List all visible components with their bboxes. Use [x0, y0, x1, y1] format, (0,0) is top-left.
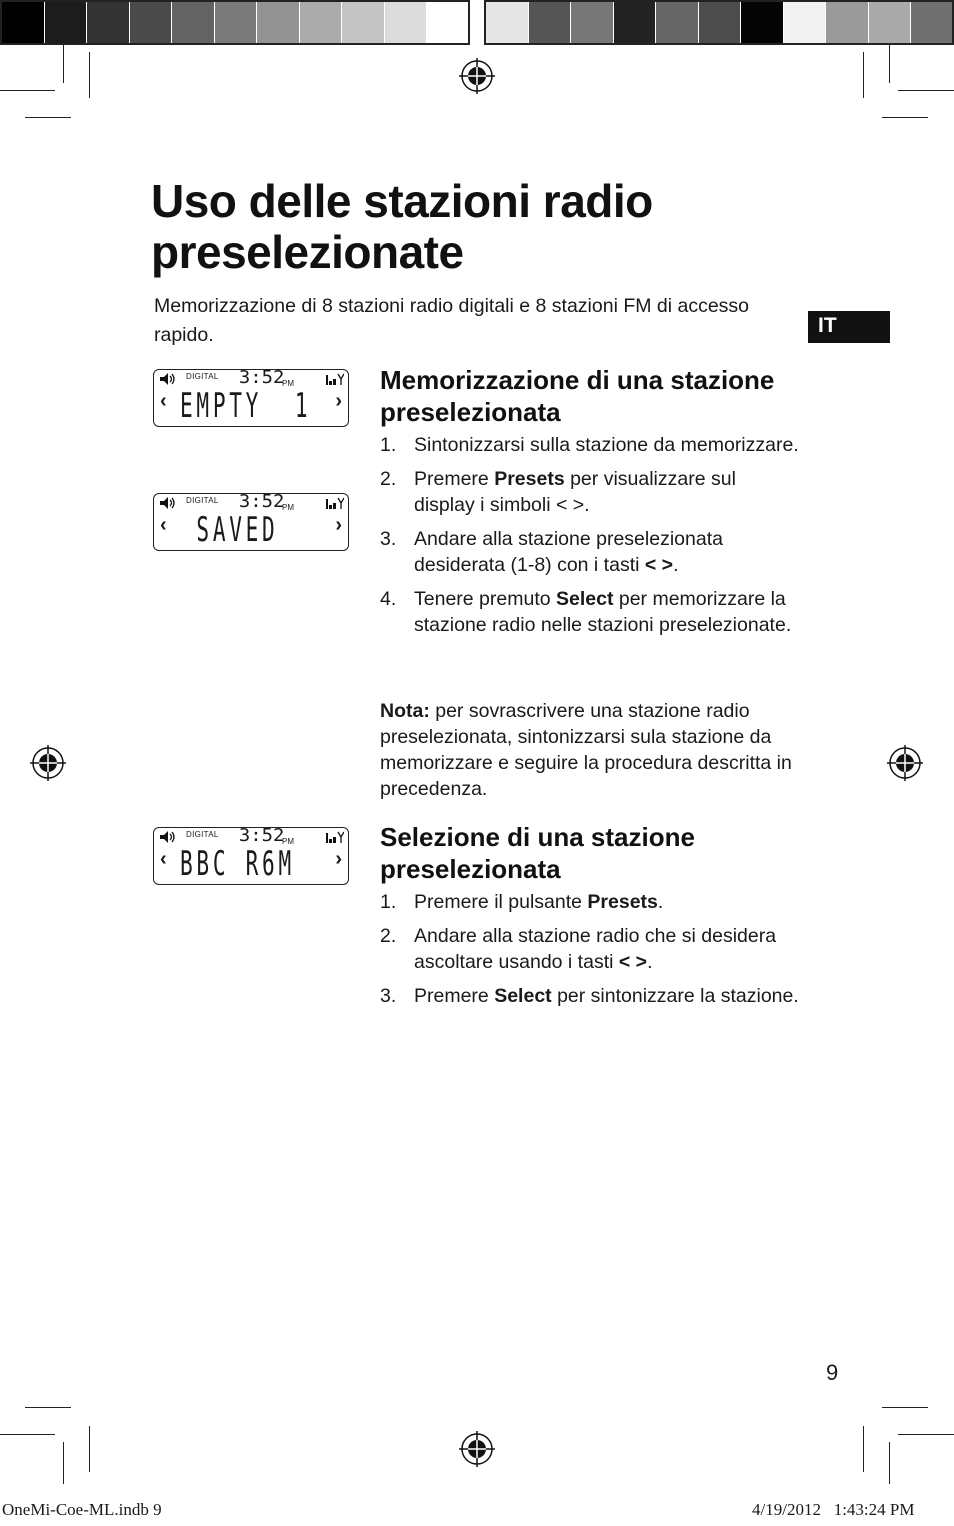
color-swatch [215, 2, 257, 43]
language-tab: IT [808, 311, 890, 343]
color-swatch [571, 2, 613, 43]
color-swatch [869, 2, 911, 43]
registration-mark-icon [887, 745, 923, 781]
color-swatch [741, 2, 783, 43]
digital-label: DIGITAL [186, 830, 219, 839]
lcd-display-station [153, 827, 349, 885]
crop-mark [889, 45, 890, 83]
signal-strength-icon [326, 497, 344, 509]
crop-mark [863, 1426, 864, 1472]
ampm-label: PM [282, 837, 294, 846]
signal-strength-icon [326, 831, 344, 843]
color-swatch [486, 2, 528, 43]
color-swatch [911, 2, 953, 43]
digital-label: DIGITAL [186, 496, 219, 505]
list-item: 2. Andare alla stazione radio che si desidera ascoltare usando i tasti < >. [380, 925, 777, 973]
steps-select-preset [380, 889, 800, 1017]
crop-mark [0, 90, 55, 91]
display-text: BBC R6M [180, 844, 295, 884]
lcd-display-saved [153, 493, 349, 551]
color-swatch [2, 2, 44, 43]
left-arrow-icon: ‹ [160, 390, 167, 412]
signal-strength-icon [326, 373, 344, 385]
crop-mark [882, 117, 928, 118]
list-item: 3. Premere Select per sintonizzare la stazione. [380, 985, 799, 1007]
crop-mark [882, 1407, 928, 1408]
volume-icon [160, 373, 176, 385]
crop-mark [25, 1407, 71, 1408]
color-swatch [342, 2, 384, 43]
color-swatch [385, 2, 427, 43]
steps-store-preset [380, 432, 800, 646]
list-item: 1. Premere il pulsante Presets. [380, 891, 664, 913]
color-swatch [45, 2, 87, 43]
list-item: 3. Andare alla stazione preselezionata desiderata (1-8) con i tasti < >. [380, 528, 723, 576]
page-title: Uso delle stazioni radio preselezionate [151, 175, 653, 278]
color-swatch [614, 2, 656, 43]
color-swatch [300, 2, 342, 43]
color-swatch [699, 2, 741, 43]
crop-mark [89, 52, 90, 98]
digital-label: DIGITAL [186, 372, 219, 381]
list-item: 2. Premere Presets per visualizzare sul display i simboli < >. [380, 468, 736, 516]
note-label: Nota: [380, 700, 430, 722]
print-slug-date: 4/19/2012 1:43:24 PM [752, 1500, 915, 1519]
section-heading-store-preset: Memorizzazione di una stazione preselezionata [380, 365, 775, 427]
print-slug-file: OneMi-Coe-ML.indb 9 [2, 1500, 162, 1519]
ampm-label: PM [282, 379, 294, 388]
volume-icon [160, 497, 176, 509]
lcd-display-empty [153, 369, 349, 427]
color-swatch [427, 2, 469, 43]
crop-mark [863, 52, 864, 98]
list-item: 4. Tenere premuto Select per memorizzare la stazione radio nelle stazioni preselezionate. [380, 588, 792, 636]
color-swatch [826, 2, 868, 43]
page-number: 9 [826, 1360, 839, 1385]
crop-mark [25, 117, 71, 118]
clock-time: 3:52 [238, 491, 285, 512]
right-arrow-icon: › [335, 390, 342, 412]
left-arrow-icon: ‹ [160, 514, 167, 536]
clock-time: 3:52 [238, 825, 285, 846]
registration-mark-icon [459, 1431, 495, 1467]
color-swatch [784, 2, 826, 43]
crop-mark [898, 1434, 954, 1435]
color-swatch [87, 2, 129, 43]
volume-icon [160, 831, 176, 843]
list-item: 1. Sintonizzarsi sulla stazione da memorizzare. [380, 434, 799, 456]
registration-mark-icon [459, 58, 495, 94]
crop-mark [889, 1442, 890, 1484]
ampm-label: PM [282, 503, 294, 512]
clock-time: 3:52 [238, 367, 285, 388]
left-arrow-icon: ‹ [160, 848, 167, 870]
intro-text: Memorizzazione di 8 stazioni radio digitali e 8 stazioni FM di accesso rapido. [154, 295, 750, 346]
crop-mark [89, 1426, 90, 1472]
crop-mark [898, 90, 954, 91]
note-paragraph [380, 698, 800, 802]
right-arrow-icon: › [335, 848, 342, 870]
section-heading-select-preset: Selezione di una stazione preselezionata [380, 822, 695, 884]
note-text: per sovrascrivere una stazione radio preselezionata, sintonizzarsi sula stazione da memorizzare e seguire la procedura descritta in precedenza. [380, 700, 792, 800]
color-swatch [257, 2, 299, 43]
color-swatch [529, 2, 571, 43]
crop-mark [63, 1442, 64, 1484]
display-text: SAVED [180, 510, 279, 550]
color-swatch [172, 2, 214, 43]
color-swatch [130, 2, 172, 43]
crop-mark [63, 45, 64, 83]
color-swatch [656, 2, 698, 43]
crop-mark [0, 1434, 55, 1435]
right-arrow-icon: › [335, 514, 342, 536]
display-text: EMPTY 1 [180, 386, 312, 426]
registration-mark-icon [30, 745, 66, 781]
